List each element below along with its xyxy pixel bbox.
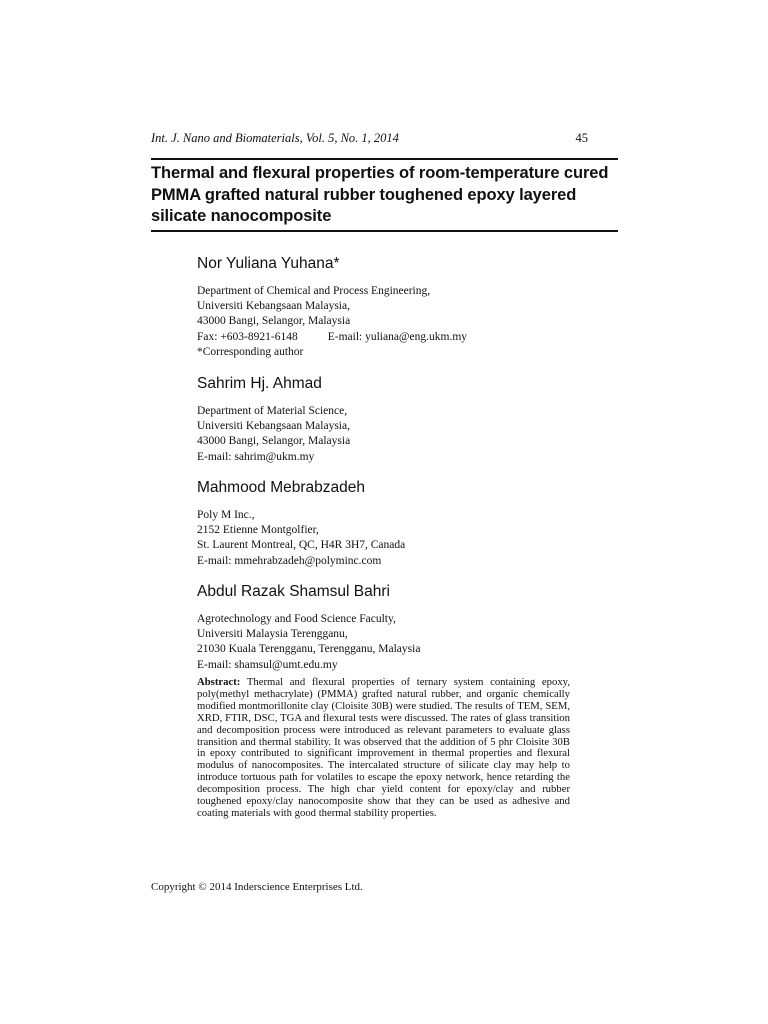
author-email: E-mail: yuliana@eng.ukm.my [327, 330, 468, 343]
author-name: Mahmood Mebrabzadeh [197, 479, 366, 496]
author-email: E-mail: shamsul@umt.edu.my [197, 658, 338, 671]
contact-line [197, 330, 597, 345]
author-block-ahmad [197, 374, 597, 465]
copyright-notice: Copyright © 2014 Inderscience Enterprises Ltd. [151, 881, 363, 893]
abstract-label: Abstract: [197, 676, 241, 688]
title-top-rule [151, 158, 618, 160]
author-name: Sahrim Hj. Ahmad [197, 375, 322, 392]
affiliation-line: Universiti Kebangsaan Malaysia, [197, 300, 350, 313]
author-email: E-mail: sahrim@ukm.my [197, 450, 315, 463]
author-block-yuhana [197, 254, 597, 360]
paper-title: Thermal and flexural properties of room-temperature cured PMMA grafted natural rubber toughened epoxy layered silicate nanocomposite [151, 164, 609, 225]
running-head [151, 130, 588, 146]
affiliation-line: 2152 Etienne Montgolfier, [197, 524, 319, 537]
affiliation-line: Universiti Kebangsaan Malaysia, [197, 420, 350, 433]
affiliation-line: 21030 Kuala Terengganu, Terengganu, Malaysia [197, 643, 421, 656]
affiliation-line: St. Laurent Montreal, QC, H4R 3H7, Canada [197, 539, 406, 552]
author-name: Abdul Razak Shamsul Bahri [197, 583, 390, 600]
affiliation-line: Department of Chemical and Process Engineering, [197, 285, 431, 297]
author-block-mebrabzadeh [197, 478, 597, 569]
abstract [197, 677, 570, 820]
author-name: Nor Yuliana Yuhana* [197, 255, 340, 272]
affiliation-line: Universiti Malaysia Terengganu, [197, 628, 348, 641]
affiliation-line: Agrotechnology and Food Science Faculty, [197, 613, 396, 625]
abstract-text: Thermal and flexural properties of ternary system containing epoxy, poly(methyl methacrylate) (PMMA) grafted natural rubber, and organic chemically modified montmorillonite clay (Cloisite 30B) were studied. The results of TEM, SEM, XRD, FTIR, DSC, TGA and flexural tests were discussed. The rates of glass transition and decomposition process were introduced as relevant parameters to evaluate glass transition and thermal stability. It was observed that the addition of 5 phr Cloisite 30B in epoxy contributed to significant improvement in thermal properties and flexural modulus of nanocomposites. The intercalated structure of silicate clay may help to introduce tortuous path for volatiles to escape the epoxy network, hence retarding the decomposition process. The high char yield content for epoxy/clay and rubber toughened epoxy/clay nanocomposite show that they can be used as adhesive and coating materials with good thermal stability properties. [197, 676, 570, 819]
title-bottom-rule [151, 230, 618, 232]
author-block-bahri [197, 582, 597, 673]
journal-citation: Int. J. Nano and Biomaterials, Vol. 5, No. 1, 2014 [151, 131, 399, 145]
affiliation-line: 43000 Bangi, Selangor, Malaysia [197, 435, 351, 448]
affiliation-line: Poly M Inc., [197, 509, 255, 521]
affiliation-line: 43000 Bangi, Selangor, Malaysia [197, 315, 351, 328]
affiliation-line: Department of Material Science, [197, 405, 348, 417]
page-number: 45 [575, 131, 588, 145]
corresponding-author-note: *Corresponding author [197, 345, 304, 358]
fax-number: Fax: +603-8921-6148 [197, 330, 298, 343]
author-email: E-mail: mmehrabzadeh@polyminc.com [197, 554, 382, 567]
